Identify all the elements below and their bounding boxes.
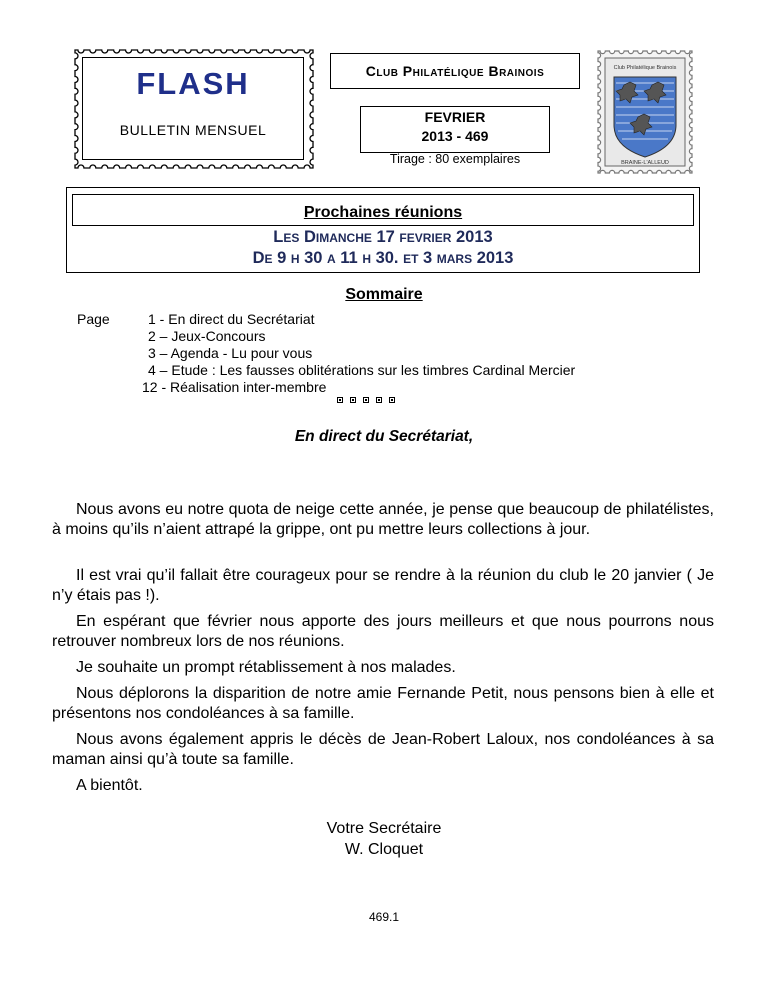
meetings-date-line-1: Les Dimanche 17 fevrier 2013 bbox=[273, 228, 493, 246]
paragraph: Nous avons également appris le décès de Jean-Robert Laloux, nos condoléances à sa maman ainsi qu’à toute sa famille. bbox=[52, 731, 714, 768]
arms-stamp-top-text: Club Philatélique Brainois bbox=[613, 65, 677, 71]
paragraph: En espérant que février nous apporte des jours meilleurs et que nous pourrons nous retrouver nombreux lors de nos réunions. bbox=[52, 613, 714, 650]
page-label: Page bbox=[77, 311, 110, 327]
page-number: 469.1 bbox=[368, 910, 400, 924]
toc-item: 1 - En direct du Secrétariat bbox=[148, 311, 315, 327]
toc-item: 4 – Etude : Les fausses oblitérations sur les timbres Cardinal Mercier bbox=[148, 362, 576, 378]
square-bullet-icon bbox=[376, 397, 382, 403]
issue-month: FEVRIER bbox=[424, 109, 486, 125]
paragraph: Nous déplorons la disparition de notre amie Fernande Petit, nous pensons bien à elle et présentons nos condoléances à sa famille. bbox=[52, 685, 714, 722]
toc-item: 3 – Agenda - Lu pour vous bbox=[148, 345, 313, 361]
coat-of-arms-stamp bbox=[594, 47, 696, 177]
shield-icon bbox=[614, 77, 676, 157]
toc-item: 2 – Jeux-Concours bbox=[148, 328, 266, 344]
square-bullet-icon bbox=[337, 397, 343, 403]
paragraph: Nous avons eu notre quota de neige cette année, je pense que beaucoup de philatélistes, à moins qu’ils n’aient attrapé la grippe, ont pu mettre leurs collections à jour. bbox=[52, 501, 714, 538]
separator-squares bbox=[337, 397, 395, 403]
square-bullet-icon bbox=[363, 397, 369, 403]
toc-item: 12 - Réalisation inter-membre bbox=[142, 379, 327, 395]
section-title: En direct du Secrétariat, bbox=[294, 428, 474, 445]
signature-name: W. Cloquet bbox=[344, 841, 424, 858]
flash-title: FLASH bbox=[136, 66, 250, 101]
bulletin-subtitle: BULLETIN MENSUEL bbox=[119, 122, 267, 138]
square-bullet-icon bbox=[389, 397, 395, 403]
print-run: Tirage : 80 exemplaires bbox=[389, 152, 521, 166]
signature-role: Votre Secrétaire bbox=[326, 820, 442, 837]
sommaire-title: Sommaire bbox=[345, 286, 423, 303]
table-of-contents bbox=[142, 311, 575, 396]
paragraph: A bientôt. bbox=[76, 777, 143, 794]
club-name-box bbox=[330, 53, 580, 89]
paragraph: Il est vrai qu’il fallait être courageux pour se rendre à la réunion du club le 20 janvier ( Je n’y étais pas !). bbox=[52, 567, 714, 604]
square-bullet-icon bbox=[350, 397, 356, 403]
issue-number: 2013 - 469 bbox=[421, 128, 489, 144]
club-name: Club Philatélique Brainois bbox=[365, 63, 545, 79]
paragraph: Je souhaite un prompt rétablissement à nos malades. bbox=[76, 659, 456, 676]
meetings-title: Prochaines réunions bbox=[303, 204, 463, 221]
arms-stamp-bottom-text: BRAINE-L'ALLEUD bbox=[621, 160, 669, 166]
meetings-date-line-2: De 9 h 30 a 11 h 30. et 3 mars 2013 bbox=[252, 249, 514, 267]
